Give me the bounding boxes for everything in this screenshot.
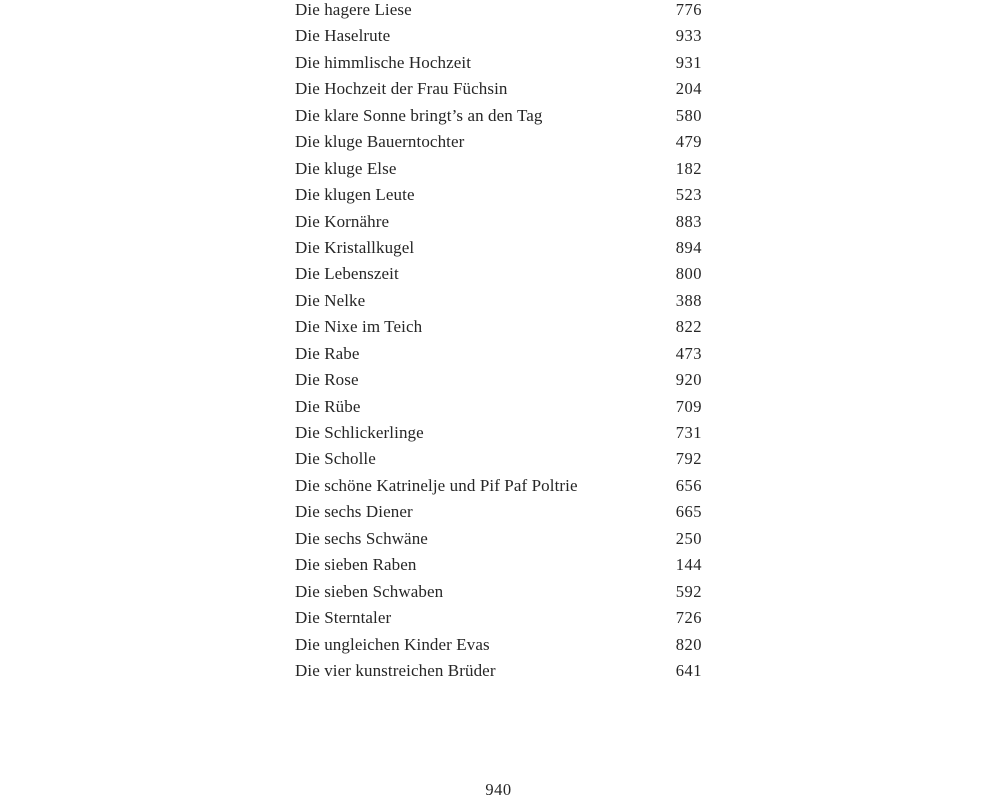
toc-entry-page-number: 883 [675,211,702,231]
toc-entry-title: Die sechs Schwäne [295,528,428,548]
toc-entry-page-number: 920 [675,370,702,390]
toc-row [295,103,702,129]
toc-row [295,658,702,684]
toc-entry-title: Die Kornähre [295,211,390,231]
toc-entry-page-number: 776 [675,0,702,19]
toc-entry-page-number: 592 [675,581,702,601]
toc-entry-title: Die Schlickerlinge [295,423,424,442]
toc-entry-title: Die sieben Schwaben [295,581,444,601]
toc-entry-title: Die Sterntaler [295,608,392,628]
toc-entry-page-number: 580 [675,105,702,125]
toc-row [295,552,702,578]
toc-entry-page-number: 523 [675,185,702,205]
toc-row [295,76,702,102]
toc-entry-title: Die vier kunstreichen Brüder [295,660,496,680]
toc-entry-title: Die Rose [295,370,359,390]
toc-entry-page-number: 800 [675,264,702,284]
toc-entry-page-number: 250 [675,528,702,548]
toc-row [295,50,702,76]
toc-row [295,499,702,525]
toc-row [295,209,702,235]
toc-entry-page-number: 792 [675,449,702,469]
toc-row [295,129,702,155]
toc-row [295,23,702,49]
toc-entry-title: Die schöne Katrinelje und Pif Paf Poltrie [295,475,578,495]
toc-row [295,261,702,287]
toc-entry-page-number: 182 [675,158,702,178]
toc-row [295,367,702,393]
toc-entry-page-number: 665 [675,502,702,522]
toc-row [295,394,702,420]
toc-row [295,605,702,631]
toc-entry-title: Die hagere Liese [295,0,412,19]
toc-entry-title: Die Haselrute [295,26,391,46]
toc-entry-page-number: 731 [675,423,702,442]
toc-entry-page-number: 709 [675,396,702,416]
toc-row [295,420,702,446]
toc-entry-title: Die Rübe [295,396,361,416]
toc-entry-page-number: 473 [675,343,702,363]
toc-list [295,0,702,684]
toc-entry-page-number: 822 [675,317,702,337]
footer-page-number: 940 [485,780,512,799]
toc-entry-page-number: 726 [675,608,702,628]
toc-entry-title: Die Nixe im Teich [295,317,423,337]
toc-entry-page-number: 931 [675,52,702,72]
toc-entry-title: Die ungleichen Kinder Evas [295,634,490,654]
toc-row [295,288,702,314]
toc-entry-page-number: 933 [675,26,702,46]
toc-entry-title: Die sieben Raben [295,555,417,575]
toc-row [295,156,702,182]
toc-row [295,526,702,552]
toc-entry-title: Die kluge Else [295,158,397,178]
toc-entry-page-number: 388 [675,290,702,310]
toc-row [295,341,702,367]
toc-entry-page-number: 820 [675,634,702,654]
toc-row [295,235,702,261]
toc-row [295,182,702,208]
toc-entry-page-number: 204 [675,79,702,99]
toc-entry-title: Die kluge Bauerntochter [295,132,465,152]
toc-entry-page-number: 656 [675,475,702,495]
toc-entry-page-number: 479 [675,132,702,152]
toc-entry-page-number: 894 [675,237,702,257]
toc-row [295,446,702,472]
toc-entry-title: Die Hochzeit der Frau Füchsin [295,79,508,99]
toc-row [295,314,702,340]
toc-entry-page-number: 144 [675,555,702,575]
toc-entry-title: Die himmlische Hochzeit [295,52,472,72]
toc-row [295,579,702,605]
toc-entry-title: Die Kristallkugel [295,237,415,257]
toc-entry-title: Die klugen Leute [295,185,415,205]
toc-entry-title: Die Nelke [295,290,366,310]
toc-entry-title: Die klare Sonne bringt’s an den Tag [295,105,543,125]
toc-entry-title: Die Lebenszeit [295,264,399,284]
toc-row [295,0,702,23]
toc-row [295,473,702,499]
toc-entry-title: Die sechs Diener [295,502,413,522]
toc-row [295,632,702,658]
toc-entry-title: Die Rabe [295,343,360,363]
toc-entry-title: Die Scholle [295,449,376,469]
toc-entry-page-number: 641 [675,660,702,680]
